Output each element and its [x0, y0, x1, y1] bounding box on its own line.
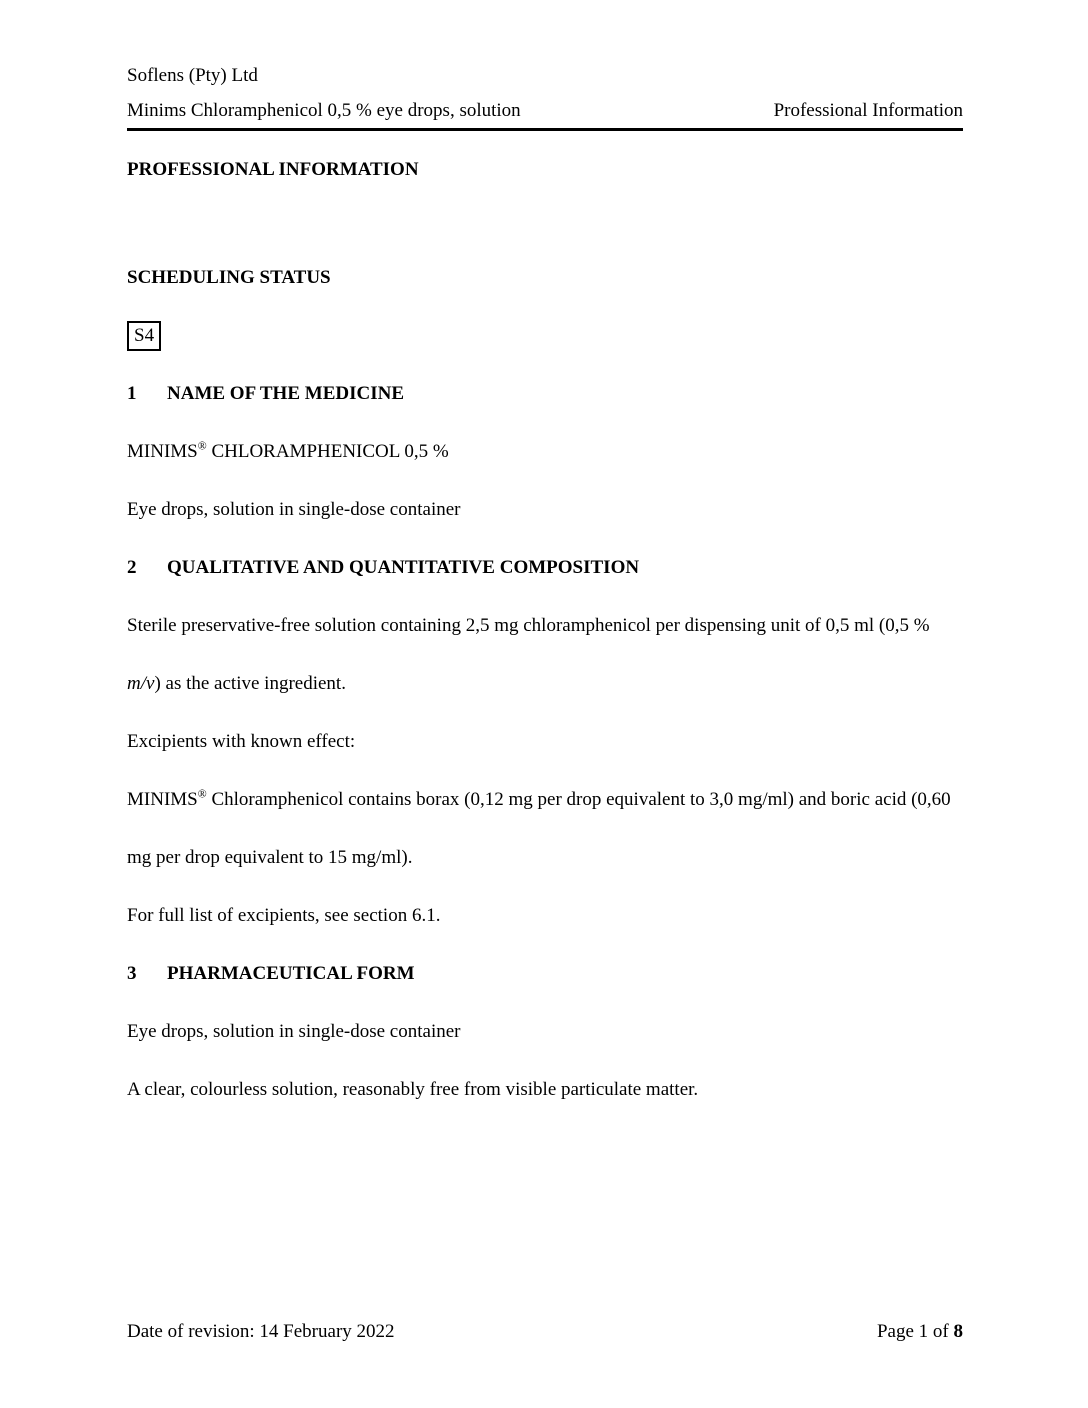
- header-product: Minims Chloramphenicol 0,5 % eye drops, solution: [127, 100, 521, 121]
- scheduling-status-line: [127, 307, 963, 365]
- composition-text: Sterile preservative-free solution containing 2,5 mg chloramphenicol per dispensing unit of 0,5 ml (0,5 %: [127, 615, 930, 636]
- section-1-number: 1: [127, 383, 137, 404]
- medicine-name-rest: CHLORAMPHENICOL 0,5 %: [206, 441, 449, 462]
- solution-description: A clear, colourless solution, reasonably free from visible particulate matter.: [127, 1079, 699, 1100]
- section-3-heading: [127, 945, 963, 1003]
- section-1-title: NAME OF THE MEDICINE: [167, 383, 404, 404]
- excipients-paragraph: [127, 771, 963, 887]
- medicine-name: [127, 423, 963, 481]
- mv-abbreviation: m/v: [127, 673, 155, 694]
- page-total: 8: [953, 1321, 963, 1342]
- composition-paragraph: [127, 597, 963, 713]
- header-company: Soflens (Pty) Ltd: [127, 65, 258, 86]
- blank-space: [127, 199, 963, 249]
- document-body: [127, 141, 963, 1119]
- brand-name: MINIMS: [127, 441, 198, 462]
- registered-trademark-symbol: ®: [197, 787, 207, 801]
- page-number-label: Page 1 of: [876, 1321, 954, 1342]
- section-3-number: 3: [127, 963, 137, 984]
- document-header: [127, 58, 963, 131]
- excipients-intro: Excipients with known effect:: [127, 731, 356, 752]
- document-footer: [127, 1318, 963, 1346]
- scheduling-status-heading: SCHEDULING STATUS: [127, 267, 331, 288]
- section-2-title: QUALITATIVE AND QUANTITATIVE COMPOSITION: [167, 557, 640, 578]
- section-2-number: 2: [127, 557, 137, 578]
- page-number: [877, 1318, 963, 1346]
- section-1-heading: [127, 365, 963, 423]
- header-row: [127, 93, 963, 128]
- brand-name: MINIMS: [127, 789, 198, 810]
- revision-date: Date of revision: 14 February 2022: [127, 1321, 395, 1342]
- section-2-heading: [127, 539, 963, 597]
- composition-text-end: ) as the active ingredient.: [154, 673, 346, 694]
- scheduling-status-badge: S4: [127, 321, 161, 351]
- pharmaceutical-form-line: Eye drops, solution in single-dose container: [127, 1021, 461, 1042]
- excipients-text: Chloramphenicol contains borax (0,12 mg per drop equivalent to 3,0 mg/ml) and boric acid (0,60 mg per drop equivalent to 15 mg/ml).: [127, 789, 951, 868]
- dosage-form-line: Eye drops, solution in single-dose container: [127, 499, 461, 520]
- section-3-title: PHARMACEUTICAL FORM: [167, 963, 415, 984]
- registered-trademark-symbol: ®: [197, 439, 207, 453]
- excipients-reference: For full list of excipients, see section 6.1.: [127, 905, 441, 926]
- header-doc-type: Professional Information: [773, 100, 963, 121]
- page-title: PROFESSIONAL INFORMATION: [127, 159, 419, 180]
